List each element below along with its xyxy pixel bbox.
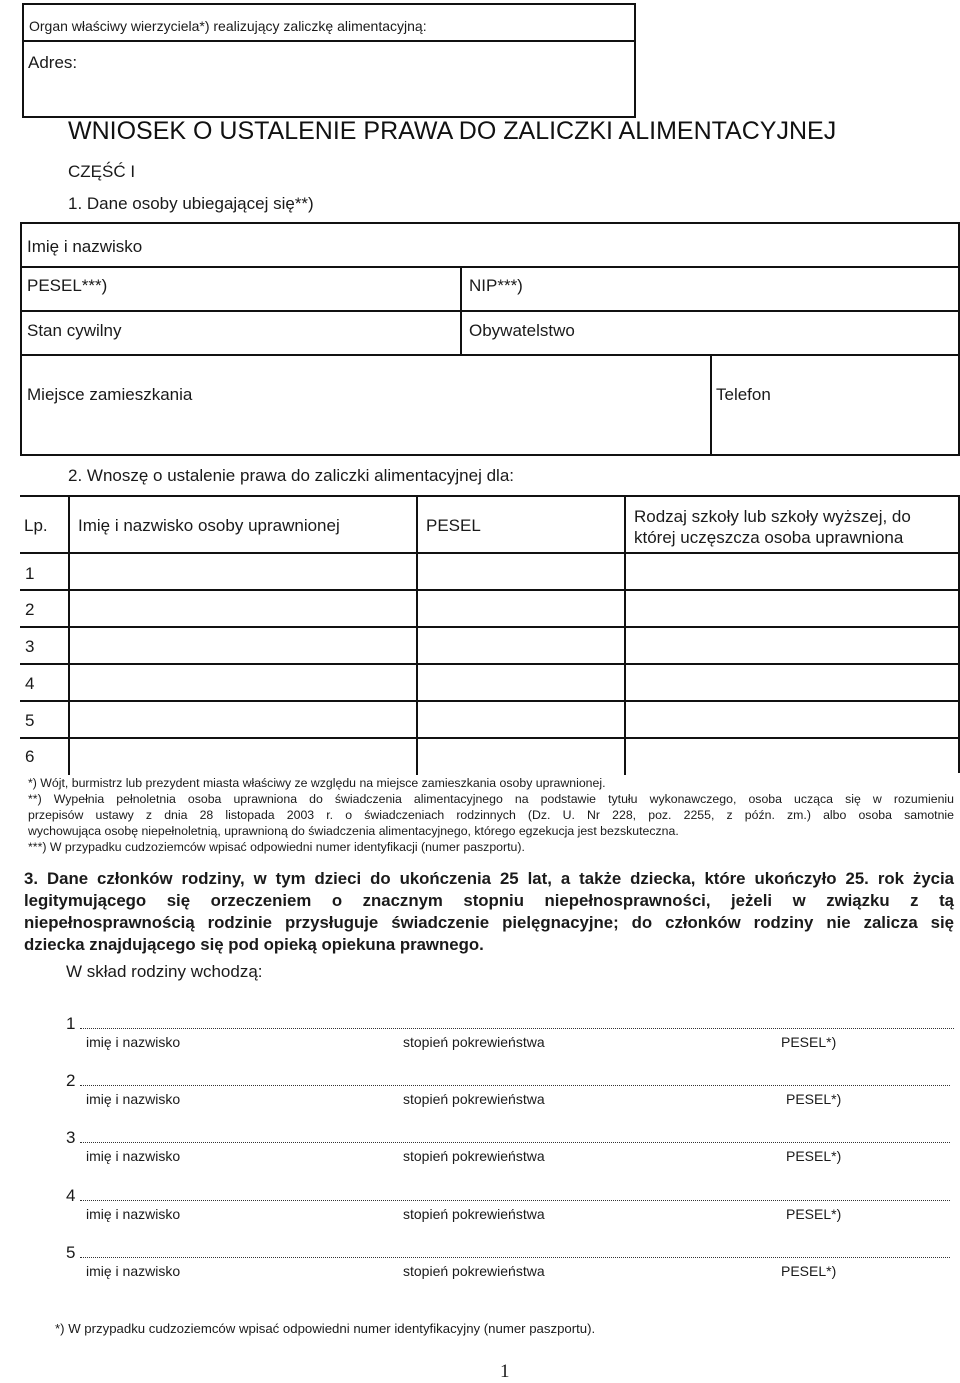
part-label: CZĘŚĆ I bbox=[68, 162, 136, 181]
member-relation-label: stopień pokrewieństwa bbox=[403, 1148, 545, 1164]
phone-field[interactable]: Telefon bbox=[716, 385, 771, 404]
citizenship-field[interactable]: Obywatelstwo bbox=[469, 321, 575, 340]
row-divider bbox=[20, 663, 958, 665]
section3-line2: legitymującego się orzeczeniem o znacznym stopniu niepełnosprawności, jeżeli w związku z tą bbox=[24, 891, 954, 910]
form-title: WNIOSEK O USTALENIE PRAWA DO ZALICZKI ALIMENTACYJNEJ bbox=[68, 117, 837, 145]
member-number: 4 bbox=[66, 1186, 76, 1205]
applicant-pesel-field[interactable]: PESEL***) bbox=[27, 276, 108, 295]
member-entry-line[interactable] bbox=[80, 1200, 950, 1201]
row-divider bbox=[20, 552, 958, 554]
family-member bbox=[0, 1014, 960, 1054]
row-number: 4 bbox=[25, 674, 35, 693]
family-member bbox=[0, 1186, 960, 1226]
member-pesel-label: PESEL*) bbox=[781, 1263, 837, 1279]
member-relation-label: stopień pokrewieństwa bbox=[403, 1206, 545, 1222]
section3-footnote: *) W przypadku cudzoziemców wpisać odpowiedni numer identyfikacyjny (numer paszportu). bbox=[55, 1321, 596, 1336]
family-intro: W skład rodziny wchodzą: bbox=[66, 962, 263, 981]
member-relation-label: stopień pokrewieństwa bbox=[403, 1091, 545, 1107]
address-label[interactable]: Adres: bbox=[28, 53, 78, 72]
footnote-3: ***) W przypadku cudzoziemców wpisać odpowiedni numer identyfikacji (numer paszportu). bbox=[28, 840, 525, 854]
col-divider bbox=[416, 497, 418, 775]
organ-label: Organ właściwy wierzyciela*) realizujący zaliczkę alimentacyjną: bbox=[29, 18, 427, 34]
member-entry-line[interactable] bbox=[80, 1257, 950, 1258]
member-name-label: imię i nazwisko bbox=[86, 1206, 181, 1222]
divider bbox=[460, 310, 462, 354]
member-entry-line[interactable] bbox=[80, 1028, 954, 1029]
member-number: 2 bbox=[66, 1071, 76, 1090]
member-relation-label: stopień pokrewieństwa bbox=[403, 1034, 545, 1050]
col-school-header-line2: której uczęszcza osoba uprawniona bbox=[634, 528, 904, 547]
footnote-2a: **) Wypełnia pełnoletnia osoba uprawniona do świadczenia alimentacyjnego na podstawie tytułu wykonawczego, osoba ucząca się w rozumieniu bbox=[28, 792, 954, 806]
col-lp-header: Lp. bbox=[24, 516, 48, 535]
member-name-label: imię i nazwisko bbox=[86, 1034, 181, 1050]
member-entry-line[interactable] bbox=[80, 1085, 950, 1086]
col-pesel-header: PESEL bbox=[426, 516, 481, 535]
member-pesel-label: PESEL*) bbox=[781, 1034, 837, 1050]
residence-field[interactable]: Miejsce zamieszkania bbox=[27, 385, 193, 404]
row-divider bbox=[20, 626, 958, 628]
member-relation-label: stopień pokrewieństwa bbox=[403, 1263, 545, 1279]
page-number: 1 bbox=[500, 1361, 510, 1382]
member-number: 3 bbox=[66, 1128, 76, 1147]
family-member bbox=[0, 1071, 960, 1111]
row-number: 5 bbox=[25, 711, 35, 730]
col-name-header: Imię i nazwisko osoby uprawnionej bbox=[78, 516, 340, 535]
applicant-name-field[interactable]: Imię i nazwisko bbox=[27, 237, 143, 256]
col-divider bbox=[68, 497, 70, 775]
footnotes bbox=[28, 775, 954, 855]
row-divider bbox=[20, 700, 958, 702]
eligible-persons-table bbox=[20, 495, 960, 773]
applicant-box bbox=[20, 222, 960, 456]
member-number: 1 bbox=[66, 1014, 76, 1033]
divider bbox=[22, 266, 958, 268]
row-number: 1 bbox=[25, 564, 35, 583]
row-number: 3 bbox=[25, 637, 35, 656]
col-divider bbox=[624, 497, 626, 775]
section1-heading: 1. Dane osoby ubiegającej się**) bbox=[68, 194, 314, 213]
organ-box bbox=[22, 3, 636, 118]
member-pesel-label: PESEL*) bbox=[786, 1148, 842, 1164]
divider bbox=[710, 354, 712, 456]
section2-heading: 2. Wnoszę o ustalenie prawa do zaliczki alimentacyjnej dla: bbox=[68, 466, 515, 485]
member-number: 5 bbox=[66, 1243, 76, 1262]
divider bbox=[460, 266, 462, 310]
footnote-2c: wychowująca osobę niepełnoletnią, uprawnioną do świadczenia alimentacyjnego, którego egzekucja jest bezskuteczna. bbox=[28, 824, 679, 838]
member-name-label: imię i nazwisko bbox=[86, 1148, 181, 1164]
footnote-1: *) Wójt, burmistrz lub prezydent miasta właściwy ze względu na miejsce zamieszkania osoby uprawnionej. bbox=[28, 776, 606, 790]
divider bbox=[22, 354, 958, 356]
section3-line3: niepełnosprawnością rodzinie przysługuje świadczenie pielęgnacyjne; do członków rodziny nie zalicza się bbox=[24, 913, 954, 932]
section3-line4: dziecka znajdującego się pod opieką opiekuna prawnego. bbox=[24, 935, 484, 954]
section3-line1: 3. Dane członków rodziny, w tym dzieci do ukończenia 25 lat, a także dziecka, które ukończyło 25. rok życia bbox=[24, 869, 954, 888]
section3-heading bbox=[24, 868, 954, 956]
member-pesel-label: PESEL*) bbox=[786, 1206, 842, 1222]
row-divider bbox=[20, 589, 958, 591]
member-entry-line[interactable] bbox=[80, 1142, 950, 1143]
divider bbox=[22, 310, 958, 312]
row-number: 2 bbox=[25, 600, 35, 619]
civil-status-field[interactable]: Stan cywilny bbox=[27, 321, 122, 340]
col-school-header-line1: Rodzaj szkoły lub szkoły wyższej, do bbox=[634, 507, 911, 526]
row-number: 6 bbox=[25, 747, 35, 766]
member-name-label: imię i nazwisko bbox=[86, 1091, 181, 1107]
family-member bbox=[0, 1128, 960, 1168]
row-divider bbox=[20, 737, 958, 739]
member-pesel-label: PESEL*) bbox=[786, 1091, 842, 1107]
member-name-label: imię i nazwisko bbox=[86, 1263, 181, 1279]
footnote-2b: przepisów ustawy z dnia 28 listopada 2003 r. o świadczeniach rodzinnych (Dz. U. Nr 228, poz. 2255, z późn. zm.) albo osoba samotnie bbox=[28, 808, 954, 822]
organ-divider bbox=[24, 40, 634, 42]
applicant-nip-field[interactable]: NIP***) bbox=[469, 276, 523, 295]
family-member bbox=[0, 1243, 960, 1283]
